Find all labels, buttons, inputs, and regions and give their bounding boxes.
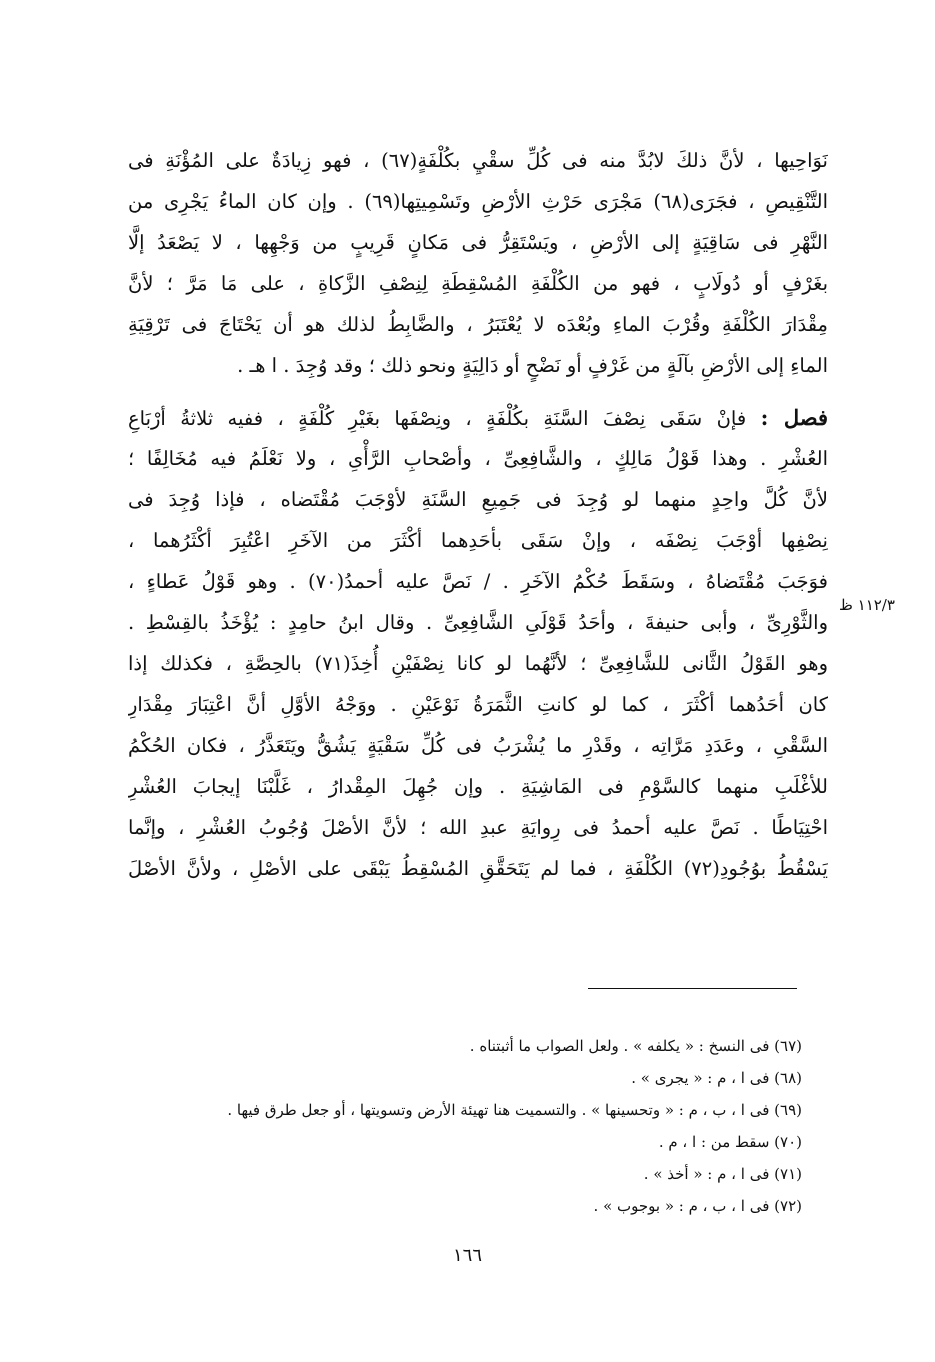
text-line: والثَّوْرِىِّ ، وأبى حنيفةَ ، وأحَدُ قَوْلَىِ الشَّافِعِىِّ . وقال ابنُ حامِدٍ : يُؤْخَذُ بالقِسْطِ . [128,611,828,634]
manuscript-folio-marker: ١١٢/٣ ظ [839,596,895,614]
text-line: نِصْفِها أوْجَبَ نِصْفَه ، وإنْ سَقَى بأحَدِهما أكْثَرَ من الآخَرِ اعْتُبِرَ أكْثَرُهما ، [128,529,828,552]
footnote: (٦٨) فى ا ، م : « يجرى » . [631,1069,802,1087]
text-line: فوَجَبَ مُقْتَضاهُ ، وسَقَطَ حُكْمُ الآخَرِ . / نَصَّ عليه أحمدُ(٧٠) . وهو قَوْلُ عَطاءٍ ، [128,570,828,593]
text-line: وهو القَوْلُ الثَّانى للشَّافِعِىِّ ؛ لأنَّهُما لو كانا نِصْفَيْنِ أُخِذَ(٧١) بالحِصَّةِ ، فكذلك إذا [128,652,828,675]
footnote-separator [588,988,797,989]
footnote: (٦٧) فى النسخ : « يكلفه » . ولعل الصواب ما أثبتناه . [469,1037,802,1055]
text-line: للأغْلَبِ منهما كالسَّوْمِ فى المَاشِيَةِ . وإن جُهِلَ المِقْدارُ ، غَلَّبْنَا إيجابَ العُشْرِ [128,775,828,798]
footnote: (٧١) فى ا ، م : « أخذ » . [643,1165,802,1183]
page-number: ١٦٦ [452,1245,482,1266]
text-line: مِقْدَارَ الكُلْفَةِ وقُرْبَ الماءِ وبُعْدَه لا يُعْتَبَرُ ، والضَّابِطُ لذلك هو أن يَحْتَاجَ فى تَرْقِيَةِ [128,313,828,336]
section-first-line-text: فإنْ سَقَى نِصْفَ السَّنَةِ بكُلْفَةٍ ، ونِصْفَها بغَيْرِ كُلْفَةٍ ، ففيه ثلاثةُ أرْبَاعِ [128,407,747,430]
section-label: فصل : [760,405,828,430]
text-line: السَّقْىِ ، وعَدَدِ مَرَّاتِه ، وقَدْرِ ما يُشْرَبُ فى كُلِّ سَقْيَةٍ يَشُقُّ ويَتَعَذَّرُ ، فكان الحُكْمُ [128,734,828,757]
text-line: احْتِيَاطًا . نَصَّ عليه أحمدُ فى رِوايَةِ عبدِ الله ؛ لأنَّ الأصْلَ وُجُوبُ العُشْرِ ، وإنَّما [128,816,828,839]
footnote: (٧٠) سقط من : ا ، م . [658,1133,802,1151]
footnote: (٦٩) فى ا ، ب ، م : « وتحسينها » . والتسميت هنا تهيئة الأرض وتسويتها ، أو جعل طرق فيها . [227,1101,802,1119]
text-line: لأنَّ كُلَّ واحِدٍ منهما لو وُجِدَ فى جَمِيعِ السَّنَةِ لأوْجَبَ مُقْتَضاه ، فإذا وُجِدَ فى [128,488,828,511]
text-line: الماءِ إلى الأرْضِ بآلَةٍ من غَرْفٍ أو نَضْحٍ أو دَالِيَةٍ ونحو ذلك ؛ وقد وُجِدَ . ا هـ . [237,354,828,377]
footnotes [150,1030,802,1222]
text-line: التَّنْقِيصِ ، فجَرَى(٦٨) مَجْرَى حَرْثِ الأرْضِ وتَسْمِيتِها(٦٩) . وإن كان الماءُ يَجْرِى من [128,190,828,213]
text-line: كان أحَدُهما أكْثَرَ ، كما لو كانتِ الثَّمَرَةُ نَوْعَيْنِ . ووَجْهُ الأوَّلِ أنَّ اعْتِبَارَ مِقْدَارِ [128,693,828,716]
text-line: النَّهْرِ فى سَاقِيَةٍ إلى الأرْضِ ، ويَسْتَقِرُّ فى مَكانٍ قَرِيبٍ من وَجْهِها ، لا يَصْعَدُ إلَّا [128,231,828,254]
main-text [128,140,828,889]
section-first-line [128,397,828,438]
text-line: بغَرْفٍ أو دُولَابٍ ، فهو من الكُلْفَةِ المُسْقِطَةِ لِنِصْفِ الزَّكاةِ ، على مَا مَرَّ ؛ لأنَّ [128,272,828,295]
text-line: نَوَاحِيها ، لأنَّ ذلكَ لابُدَّ منه فى كُلِّ سقْيِ بكُلْفَةٍ(٦٧) ، فهو زِيادَةٌ على المُؤْنَةِ فى [128,149,828,172]
text-line: يَسْقُطُ بوُجُودِ(٧٢) الكُلْفَةِ ، فما لم يَتَحَقَّقِ المُسْقِطُ يَبْقَى على الأصْلِ ، ولأنَّ الأصْلَ [128,857,828,880]
text-line: العُشْرِ . وهذا قَوْلُ مَالِكٍ ، والشَّافِعِىِّ ، وأصْحابِ الرَّأْىِ ، ولا نَعْلَمُ فيه مُخَالِفًا ؛ [128,447,828,470]
footnote: (٧٢) فى ا ، ب ، م : « بوجوب » . [593,1197,802,1215]
